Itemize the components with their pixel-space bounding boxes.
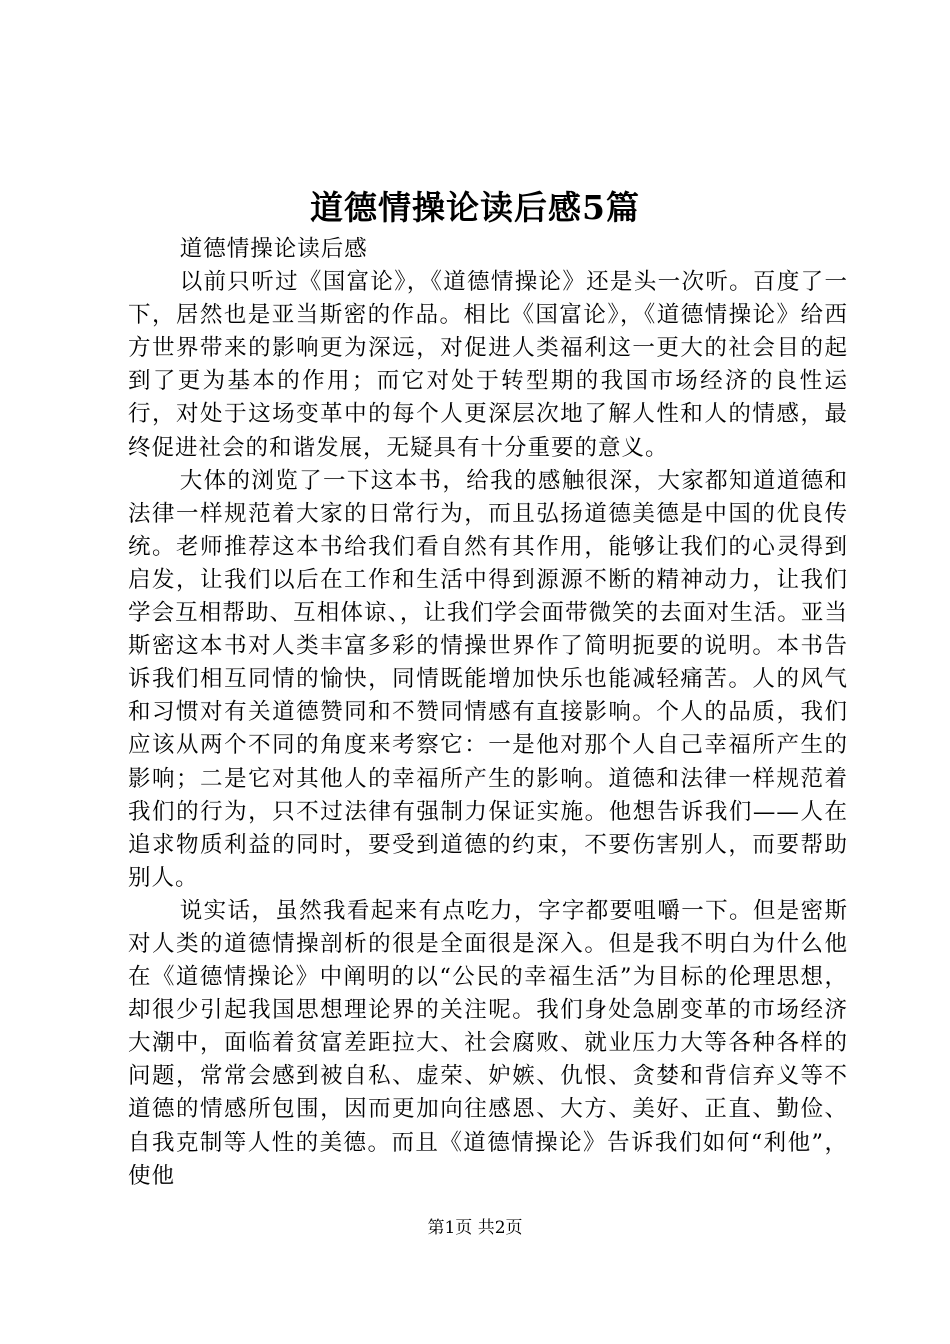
page-footer: 第1页 共2页 — [427, 1218, 523, 1238]
paragraph-3: 说实话，虽然我看起来有点吃力，字字都要咀嚼一下。但是密斯对人类的道德情操剖析的很是全面很是深入。但是我不明白为什么他在《道德情操论》中阐明的以“公民的幸福生活”为目标的伦理思想，却很少引起我国思想理论界的关注呢。我们身处急剧变革的市场经济大潮中，面临着贫富差距拉大、社会腐败、就业压力大等各种各样的问题，常常会感到被自私、虚荣、妒嫉、仇恨、贪婪和背信弃义等不道德的情感所包围，因而更加向往感恩、大方、美好、正直、勤俭、自我克制等人性的美德。而且《道德情操论》告诉我们如何“利他”，使他 — [128, 897, 848, 1189]
document-title: 道德情操论读后感5篇 — [310, 188, 640, 227]
paragraph-1: 以前只听过《国富论》，《道德情操论》还是头一次听。百度了一下，居然也是亚当斯密的作品。相比《国富论》，《道德情操论》给西方世界带来的影响更为深远，对促进人类福利这一更大的社会目的起到了更为基本的作用；而它对处于转型期的我国市场经济的良性运行，对处于这场变革中的每个人更深层次地了解人性和人的情感，最终促进社会的和谐发展，无疑具有十分重要的意义。 — [128, 269, 848, 461]
paragraph-2: 大体的浏览了一下这本书，给我的感触很深，大家都知道道德和法律一样规范着大家的日常行为，而且弘扬道德美德是中国的优良传统。老师推荐这本书给我们看自然有其作用，能够让我们的心灵得到启发，让我们以后在工作和生活中得到源源不断的精神动力，让我们学会互相帮助、互相体谅、，让我们学会面带微笑的去面对生活。亚当斯密这本书对人类丰富多彩的情操世界作了简明扼要的说明。本书告诉我们相互同情的愉快，同情既能增加快乐也能减轻痛苦。人的风气和习惯对有关道德赞同和不赞同情感有直接影响。个人的品质，我们应该从两个不同的角度来考察它：一是他对那个人自己幸福所产生的影响；二是它对其他人的幸福所产生的影响。道德和法律一样规范着我们的行为，只不过法律有强制力保证实施。他想告诉我们——人在追求物质利益的同时，要受到道德的约束，不要伤害别人，而要帮助别人。 — [128, 467, 848, 891]
document-body — [128, 233, 848, 1193]
document-subtitle: 道德情操论读后感 — [179, 236, 368, 262]
